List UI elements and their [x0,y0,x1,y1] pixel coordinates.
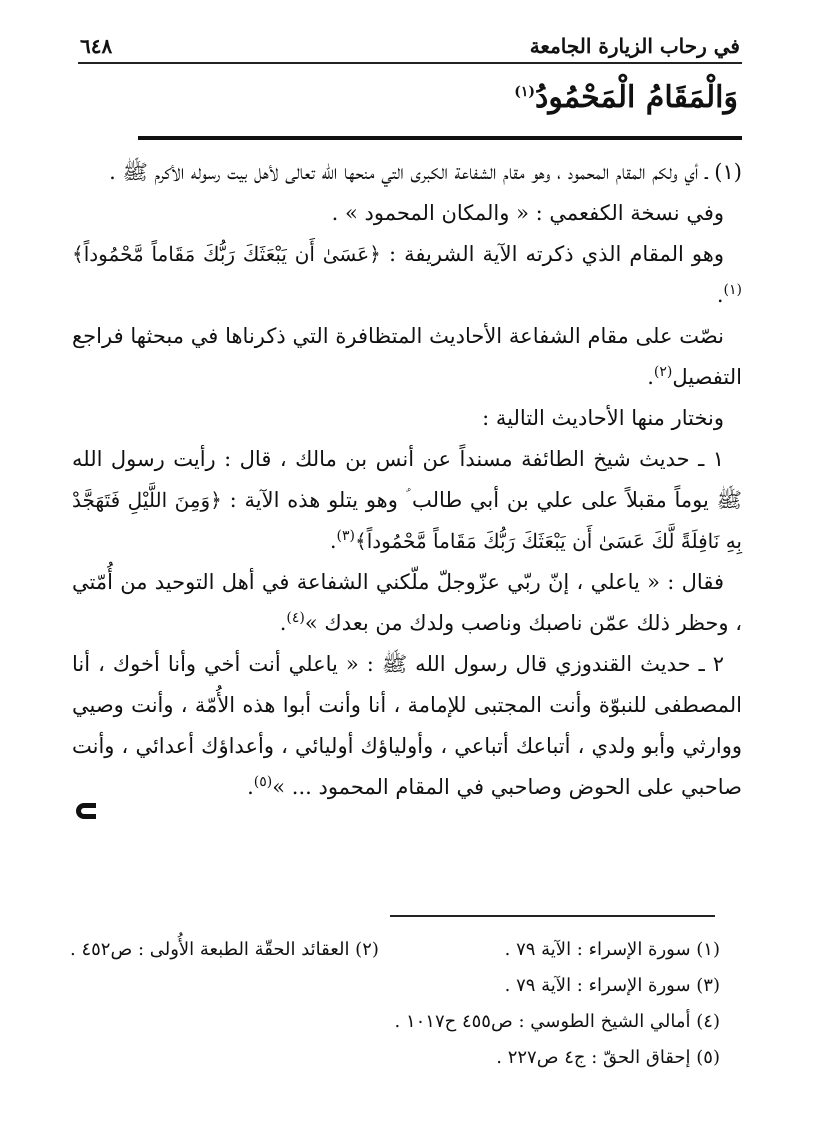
heading-footnote-ref: (١) [514,84,535,100]
paragraph-6 [72,439,742,562]
paragraph-8 [72,644,742,808]
footnote-row [70,1040,720,1076]
paragraph-6-text: ١ ـ حديث شيخ الطائفة مسنداً عن أنس بن مالك ، قال : رأيت رسول الله ﷺ يوماً مقبلاً على علي بن أبي طالب ؑ وهو يتلو هذه الآية : [72,447,742,512]
paragraph-6-end: . [329,529,337,553]
header-divider [78,62,742,64]
footnote-ref-2: (٢) [653,364,673,380]
paragraph-3 [72,234,742,316]
paragraph-4-text: نصّت على مقام الشفاعة الأحاديث المتظافرة التي ذكرناها في مبحثها فراجع التفصيل [72,324,742,389]
footnote-ref-1: (١) [723,282,742,298]
body-text [72,152,742,808]
footnote-2: (٢) العقائد الحقّة الطبعة الأُولى : ص٤٥٢ . [70,939,379,960]
running-header [80,30,740,60]
continuation-mark-icon [76,803,96,819]
footnote-1: (١) سورة الإسراء : الآية ٧٩ . [504,939,720,960]
footnote-4: (٤) أمالي الشيخ الطوسي : ص٤٥٥ ح١٠١٧ . [394,1011,720,1032]
paragraph-2: وفي نسخة الكفعمي : « والمكان المحمود » . [331,201,724,225]
paragraph-3-text: وهو المقام الذي ذكرته الآية الشريفة : [380,242,724,266]
paragraph-3-end: . [716,283,724,307]
paragraph-7-end: . [279,611,287,635]
footnote-3: (٣) سورة الإسراء : الآية ٧٩ . [504,975,720,996]
paragraph-4-end: . [647,365,654,389]
footnote-5: (٥) إحقاق الحقّ : ج٤ ص٢٢٧ . [496,1047,720,1068]
page-number: ٦٤٨ [80,34,113,58]
quran-verse-2: ﴿وَمِنَ اللَّيْلِ فَتَهَجَّدْ بِهِ نَافِلَةً لَّكَ عَسَىٰ أَن يَبْعَثَكَ رَبُّكَ مَقَاماً مَّحْمُوداً﴾ [72,488,742,553]
paragraph-1: (١) ـ أي ولكم المقام المحمود ، وهو مقام الشفاعة الكبرى التي منحها الله تعالى لأهل بيت رسوله الأكرم ﷺ . [109,160,742,184]
footnote-ref-3: (٣) [336,528,355,544]
paragraph-7 [72,562,742,644]
footnote-ref-5: (٥) [253,774,273,790]
heading-divider [138,136,742,140]
paragraph-7-text: فقال : « ياعلي ، إنّ ربّي عزّوجلّ ملّكني الشفاعة في أهل التوحيد من أُمّتي ، وحظر ذلك عمّن ناصبك وناصب ولدك من بعدك » [72,570,742,635]
quran-verse-1: ﴿عَسَىٰ أَن يَبْعَثَكَ رَبُّكَ مَقَاماً مَّحْمُوداً﴾ [72,242,381,266]
paragraph-8-text: ٢ ـ حديث القندوزي قال رسول الله ﷺ : « ياعلي أنت أخي وأنا أخوك ، أنا المصطفى للنبوّة وأنت المجتبى للإمامة ، أنا وأنت أبوا هذه الأُمّة ، وأنت وصيي ووارثي وأبو ولدي ، أتباعك أتباعي ، وأولياؤك أوليائي ، وأعداؤك أعدائي ، وأنت صاحبي على الحوض وصاحبي في المقام المحمود ... » [72,652,742,799]
paragraph-5: ونختار منها الأحاديث التالية : [482,406,724,430]
footnote-divider [390,915,715,917]
footnote-row [70,968,720,1004]
heading-text: وَالْمَقَامُ الْمَحْمُودُ [534,80,738,115]
header-title: في رحاب الزيارة الجامعة [529,34,740,58]
paragraph-8-end: . [247,775,254,799]
section-heading [514,80,738,115]
footnote-row [70,932,720,968]
footnotes [70,932,720,1076]
footnote-row [70,1004,720,1040]
paragraph-4 [72,316,742,398]
footnote-ref-4: (٤) [286,610,305,626]
